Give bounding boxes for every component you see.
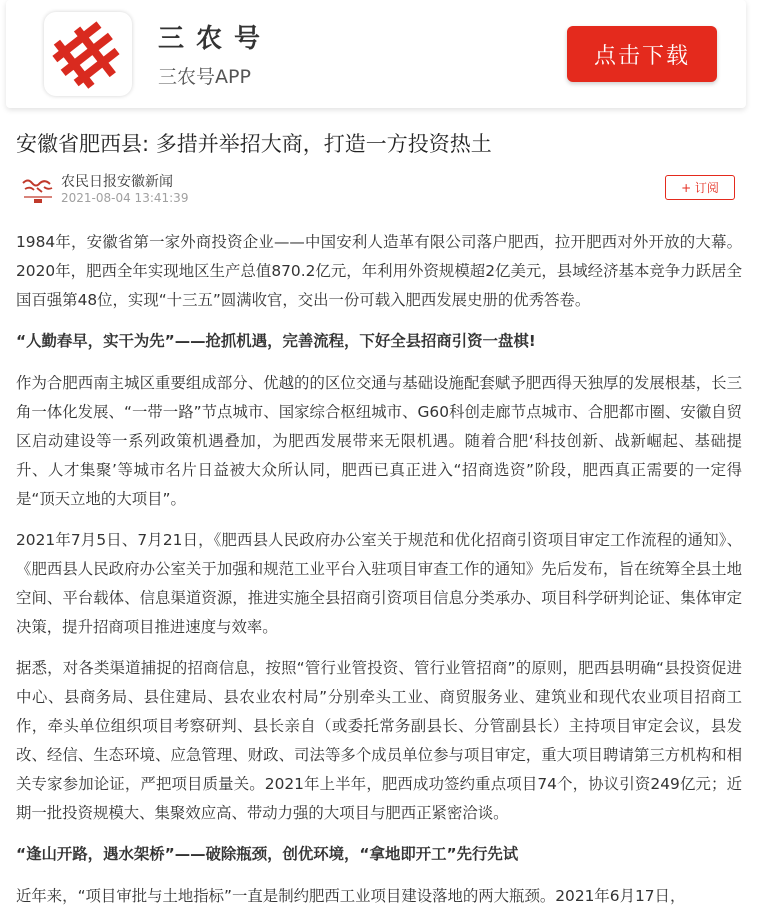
app-subtitle: 三农号APP (158, 66, 251, 88)
section-heading: “人勤春早，实干为先”——抢抓机遇，完善流程，下好全县招商引资一盘棋! (16, 332, 536, 350)
paragraph: 2021年7月5日、7月21日，《肥西县人民政府办公室关于规范和优化招商引资项目审定工作流程的通知》、《肥西县人民政府办公室关于加强和规范工业平台入驻项目审查工作的通知》先后发布，旨在统筹全县土地空间、平台载体、信息渠道资源，推进实施全县招商引资项目信息分类承办、项目科学研判论证、集体审定决策，提升招商项目推进速度与效率。 (16, 531, 742, 636)
subscribe-button[interactable]: + 订阅 (665, 175, 735, 200)
article-body (16, 228, 742, 923)
publish-time: 2021-08-04 13:41:39 (61, 191, 189, 205)
article-title: 安徽省肥西县: 多措并举招大商，打造一方投资热土 (16, 132, 492, 156)
section-heading: “逢山开路，遇水架桥”——破除瓶颈，创优环境，“拿地即开工”先行先试 (16, 845, 519, 863)
source-name[interactable]: 农民日报安徽新闻 (61, 174, 173, 190)
paragraph: 据悉，对各类渠道捕捉的招商信息，按照“管行业管投资、管行业管招商”的原则，肥西县明确“县投资促进中心、县商务局、县住建局、县农业农村局”分别牵头工业、商贸服务业、建筑业和现代农业项目招商工作，牵头单位组织项目考察研判、县长亲自（或委托常务副县长、分管副县长）主持项目审定会议，县发改、经信、生态环境、应急管理、财政、司法等多个成员单位参与项目审定，重大项目聘请第三方机构和相关专家参加论证，严把项目质量关。2021年上半年，肥西成功签约重点项目74个，协议引资249亿元；近期一批投资规模大、集聚效应高、带动力强的大项目与肥西正紧密洽谈。 (16, 659, 742, 822)
nongmin-ribao-logo-icon[interactable] (20, 175, 56, 205)
paragraph: 作为合肥西南主城区重要组成部分、优越的的区位交通与基础设施配套赋予肥西得天独厚的发展根基，长三角一体化发展、“一带一路”节点城市、国家综合枢纽城市、G60科创走廊节点城市、合肥都市圈、安徽自贸区启动建设等一系列政策机遇叠加，为肥西发展带来无限机遇。随着合肥‘科技创新、战新崛起、基础提升、人才集聚’等城市名片日益被大众所认同，肥西已真正进入“招商选资”阶段，肥西真正需要的一定得是“顶天立地的大项目”。 (16, 374, 742, 508)
sannong-logo-icon (44, 12, 132, 96)
paragraph: 1984年，安徽省第一家外商投资企业——中国安利人造革有限公司落户肥西，拉开肥西对外开放的大幕。2020年，肥西全年实现地区生产总值870.2亿元，年利用外资规模超2亿美元，县域经济基本竞争力跃居全国百强第48位，实现“十三五”圆满收官，交出一份可载入肥西发展史册的优秀答卷。 (16, 233, 742, 309)
app-name: 三农号 (158, 24, 273, 54)
paragraph: 近年来，“项目审批与土地指标”一直是制约肥西工业项目建设落地的两大瓶颈。2021年6月17日， (16, 887, 686, 905)
download-button[interactable]: 点击下载 (567, 26, 717, 82)
app-download-banner (6, 0, 746, 108)
